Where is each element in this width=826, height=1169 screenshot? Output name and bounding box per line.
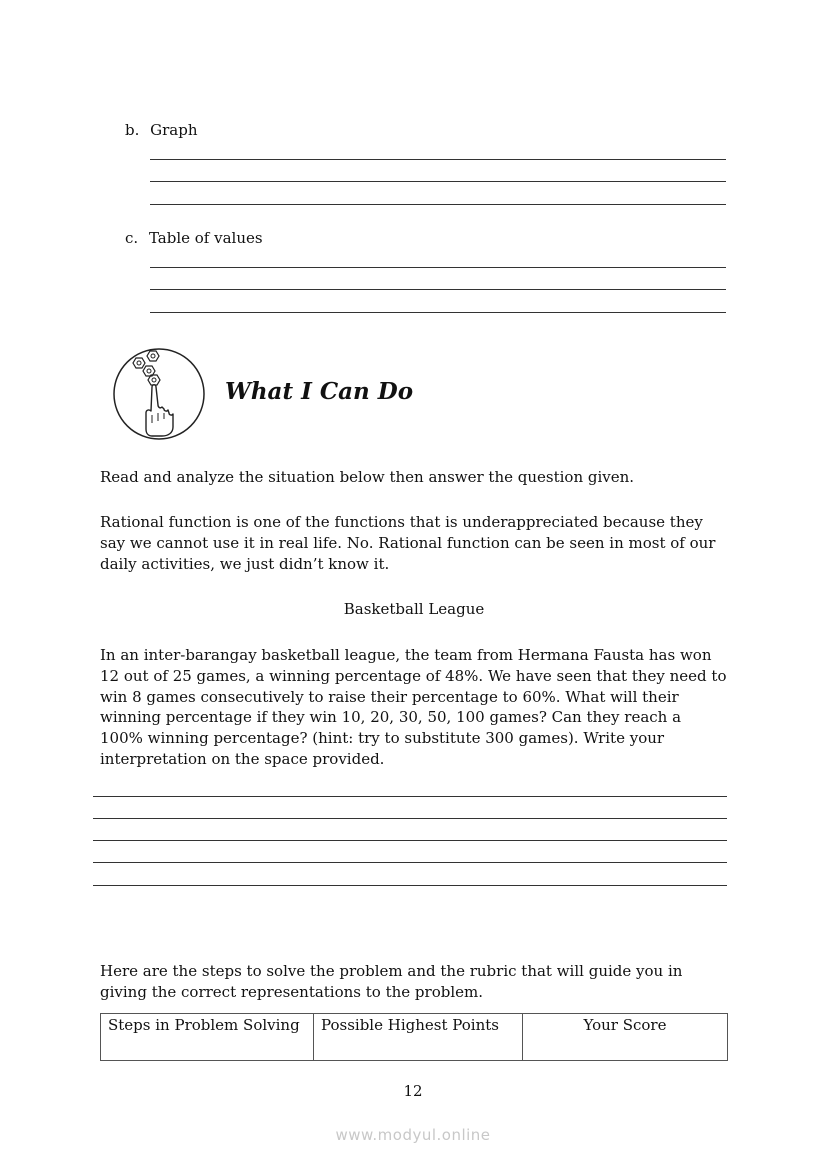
section-title: What I Can Do (225, 378, 414, 405)
interpretation-line[interactable] (93, 840, 727, 841)
item-b-marker: b. (125, 121, 140, 139)
table-header-steps: Steps in Problem Solving (101, 1014, 314, 1061)
page-number: 12 (403, 1082, 423, 1100)
interpretation-line[interactable] (93, 818, 727, 819)
watermark: www.modyul.online (335, 1126, 491, 1144)
item-b (125, 121, 198, 139)
answer-line[interactable] (150, 159, 726, 160)
item-c (125, 229, 263, 247)
answer-line[interactable] (150, 289, 726, 290)
answer-line[interactable] (150, 181, 726, 182)
item-c-marker: c. (125, 229, 139, 247)
item-c-label: Table of values (148, 229, 263, 247)
intro-paragraph: Rational function is one of the functions that is underappreciated because they say we cannot use it in real life. No. Rational function can be seen in most of our daily activities, we just didn’t know it. (100, 513, 716, 573)
answer-line[interactable] (150, 267, 726, 268)
hand-with-gears-icon (112, 347, 206, 441)
table-header-points: Possible Highest Points (314, 1014, 523, 1061)
rubric-table (100, 1013, 728, 1061)
rubric-intro: Here are the steps to solve the problem and the rubric that will guide you in giving the correct representations to the problem. (100, 962, 683, 1001)
interpretation-line[interactable] (93, 796, 727, 797)
table-row (101, 1014, 728, 1061)
problem-paragraph: In an inter-barangay basketball league, the team from Hermana Fausta has won 12 out of 25 games, a winning percentage of 48%. We have seen that they need to win 8 games consecutively to raise their percentage to 60%. What will their winning percentage if they win 10, 20, 30, 50, 100 games? Can they reach a 100% winning percentage? (hint: try to substitute 300 games). Write your interpretation on the space provided. (100, 646, 727, 768)
answer-line[interactable] (150, 312, 726, 313)
instruction-text: Read and analyze the situation below then answer the question given. (100, 468, 635, 486)
interpretation-line[interactable] (93, 885, 727, 886)
interpretation-line[interactable] (93, 862, 727, 863)
answer-line[interactable] (150, 204, 726, 205)
item-b-label: Graph (150, 121, 198, 139)
problem-title: Basketball League (343, 600, 485, 618)
table-header-score: Your Score (523, 1014, 728, 1061)
